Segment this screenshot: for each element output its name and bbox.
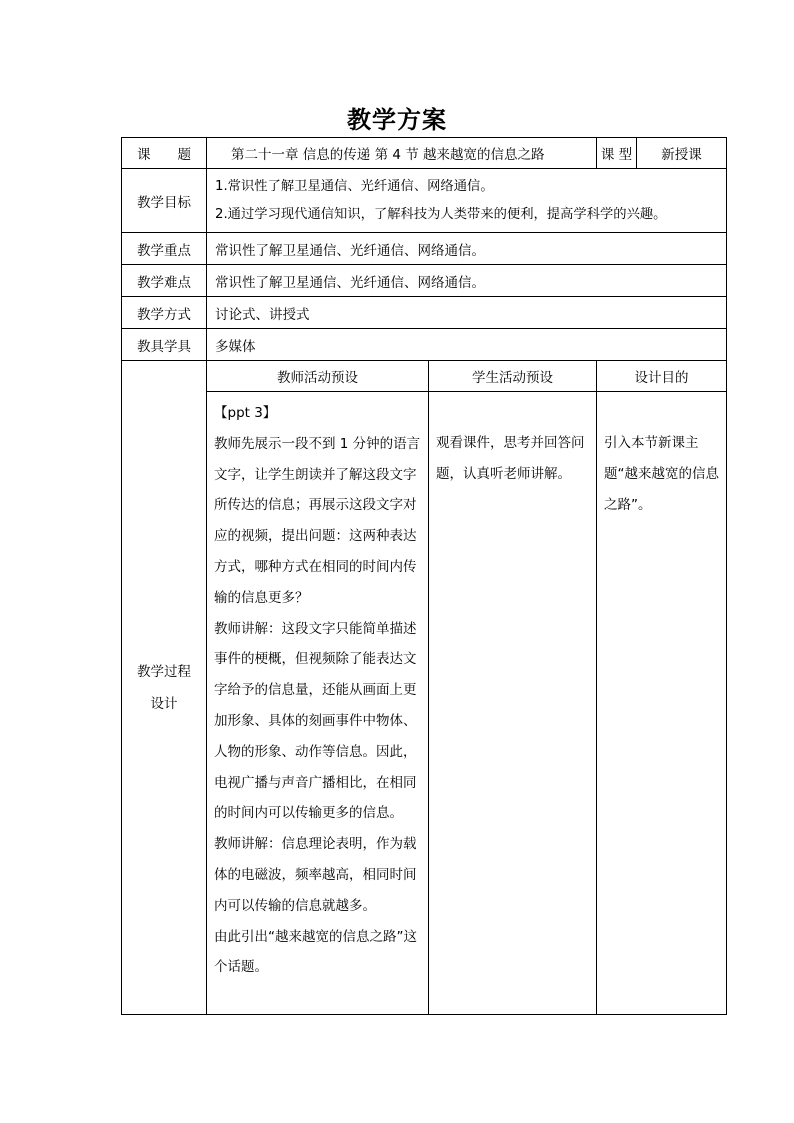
student-activity-text: 观看课件，思考并回答问题，认真听老师讲解。 xyxy=(436,435,585,482)
teacher-paragraph: 教师先展示一段不到 1 分钟的语言文字，让学生朗读并了解这段文字所传达的信息；再展示这段文字对应的视频，提出问题：这两种表达方式，哪种方式在相同的时间内传输的信息更多？ xyxy=(214,435,421,606)
document-title: 教学方案 xyxy=(347,105,447,134)
topic-row xyxy=(122,138,727,169)
difficult-row xyxy=(122,265,727,297)
purpose-cell xyxy=(597,392,727,1015)
topic-value: 第二十一章 信息的传递 第 4 节 越来越宽的信息之路 xyxy=(207,138,597,169)
process-content-row xyxy=(122,392,727,1015)
goals-cell xyxy=(207,169,727,233)
tools-label: 教具学具 xyxy=(122,329,207,361)
key-row xyxy=(122,233,727,265)
goals-label: 教学目标 xyxy=(122,169,207,233)
method-value: 讨论式、讲授式 xyxy=(207,297,727,329)
method-label: 教学方式 xyxy=(122,297,207,329)
process-label xyxy=(122,361,207,1015)
process-label-line: 教学过程 xyxy=(137,663,191,680)
topic-label: 课 题 xyxy=(122,138,207,169)
teacher-paragraph: 由此引出“越来越宽的信息之路”这个话题。 xyxy=(214,928,417,976)
difficult-label: 教学难点 xyxy=(122,265,207,297)
purpose-text: 引入本节新课主题“越来越宽的信息之路”。 xyxy=(604,435,720,513)
tools-value: 多媒体 xyxy=(207,329,727,361)
method-row xyxy=(122,297,727,329)
teacher-activity-cell xyxy=(207,392,429,1015)
student-activity-cell xyxy=(429,392,597,1015)
teacher-paragraph: 【ppt 3】 xyxy=(214,405,277,421)
type-value: 新授课 xyxy=(637,138,727,169)
student-column-header: 学生活动预设 xyxy=(429,361,597,392)
teacher-paragraph: 教师讲解：这段文字只能简单描述事件的梗概，但视频除了能表达文字给予的信息量，还能从画面上更加形象、具体的刻画事件中物体、人物的形象、动作等信息。因此，电视广播与声音广播相比，在相同的时间内可以传输更多的信息。 xyxy=(214,620,417,822)
key-value: 常识性了解卫星通信、光纤通信、网络通信。 xyxy=(207,233,727,265)
purpose-column-header: 设计目的 xyxy=(597,361,727,392)
goal-item: 2.通过学习现代通信知识，了解科技为人类带来的便利，提高学科学的兴趣。 xyxy=(215,206,667,222)
type-label: 课 型 xyxy=(597,138,637,169)
tools-row xyxy=(122,329,727,361)
teacher-paragraph: 教师讲解：信息理论表明，作为载体的电磁波，频率越高，相同时间内可以传输的信息就越多。 xyxy=(214,836,417,914)
difficult-value: 常识性了解卫星通信、光纤通信、网络通信。 xyxy=(207,265,727,297)
process-header-row xyxy=(122,361,727,392)
process-label-line: 设计 xyxy=(150,695,178,712)
teacher-column-header: 教师活动预设 xyxy=(207,361,429,392)
lesson-plan-table xyxy=(121,137,727,1015)
key-label: 教学重点 xyxy=(122,233,207,265)
goal-item: 1.常识性了解卫星通信、光纤通信、网络通信。 xyxy=(215,178,494,194)
goals-row xyxy=(122,169,727,233)
